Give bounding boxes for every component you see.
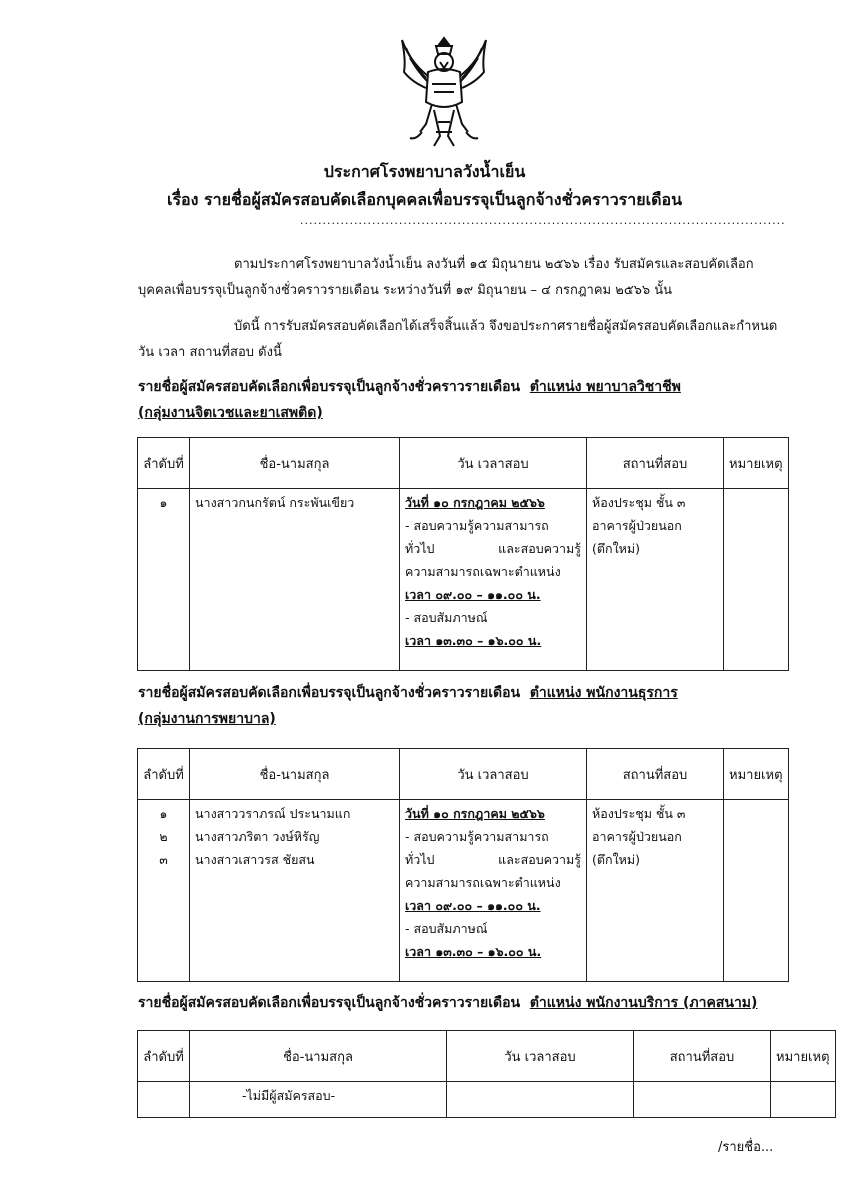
candidate-name: นางสาวเสาวรส ชัยสน [195,852,315,867]
section-position: ตำแหน่ง พนักงานธุรการ [529,685,678,701]
exam-knowledge-3: ความสามารถเฉพาะตำแหน่ง [405,875,561,890]
notice-paragraph: บัดนี้ การรับสมัครสอบคัดเลือกได้เสร็จสิ้นแล้ว จึงขอประกาศรายชื่อผู้สมัครสอบคัดเลือกและกำหนดวัน เวลา สถานที่สอบ ดังนี้ [138,319,778,360]
exam-date: วันที่ ๑๐ กรกฎาคม ๒๕๖๖ [405,495,545,510]
garuda-emblem-icon [392,32,496,152]
col-no: ลำดับที่ [138,749,190,800]
place-note: (ตึกใหม่) [592,852,641,867]
exam-time-2: เวลา ๑๓.๓๐ – ๑๖.๐๐ น. [405,944,542,959]
cell-name [190,489,400,671]
col-datetime: วัน เวลาสอบ [400,749,587,800]
row-number: ๑ [159,495,168,510]
cell-no [138,489,190,671]
place-building: อาคารผู้ป่วยนอก [592,518,682,533]
candidate-name: นางสาวกนกรัตน์ กระพันเขียว [195,495,355,510]
cell-remark [724,800,789,982]
cell-name [190,1082,447,1118]
table-header-row [138,438,789,489]
exam-interview: - สอบสัมภาษณ์ [405,921,488,936]
section-heading-service [138,990,788,1016]
candidate-table-clerk [137,748,789,982]
col-place: สถานที่สอบ [634,1031,771,1082]
exam-time-1: เวลา ๐๙.๐๐ – ๑๑.๐๐ น. [405,587,541,602]
exam-time-1: เวลา ๐๙.๐๐ – ๑๑.๐๐ น. [405,898,541,913]
table-header-row [138,1031,836,1082]
col-datetime: วัน เวลาสอบ [400,438,587,489]
cell-name [190,800,400,982]
col-name: ชื่อ-นามสกุล [190,1031,447,1082]
candidate-table-service [137,1030,836,1118]
exam-knowledge-3: ความสามารถเฉพาะตำแหน่ง [405,564,561,579]
row-number: ๑ [159,806,168,821]
cell-schedule [447,1082,634,1118]
table-row [138,489,789,671]
continued-marker: /รายชื่อ... [718,1140,774,1155]
table-row [138,800,789,982]
row-number: ๒ [159,829,168,844]
exam-knowledge-1: - สอบความรู้ความสามารถ [405,829,549,844]
candidate-table-nurse [137,437,789,671]
col-remark: หมายเหตุ [724,749,789,800]
intro-paragraph: ตามประกาศโรงพยาบาลวังน้ำเย็น ลงวันที่ ๑๕ มิถุนายน ๒๕๖๖ เรื่อง รับสมัครและสอบคัดเลือกบุคคลเพื่อบรรจุเป็นลูกจ้างชั่วคราวรายเดือน ระหว่างวันที่ ๑๙ มิถุนายน – ๔ กรกฎาคม ๒๕๖๖ นั้น [138,257,754,298]
dotted-divider: ............................................................................................................ [300,214,786,227]
section-position: ตำแหน่ง พยาบาลวิชาชีพ [529,379,681,395]
cell-no [138,800,190,982]
exam-knowledge-1: - สอบความรู้ความสามารถ [405,518,549,533]
col-place: สถานที่สอบ [587,438,724,489]
cell-remark [771,1082,836,1118]
section-heading-clerk [138,680,788,732]
col-name: ชื่อ-นามสกุล [190,438,400,489]
exam-interview: - สอบสัมภาษณ์ [405,610,488,625]
section-heading-text: รายชื่อผู้สมัครสอบคัดเลือกเพื่อบรรจุเป็นลูกจ้างชั่วคราวรายเดือน [138,685,521,701]
section-heading-nurse [138,374,788,426]
cell-place [634,1082,771,1118]
col-place: สถานที่สอบ [587,749,724,800]
announcement-subject: เรื่อง รายชื่อผู้สมัครสอบคัดเลือกบุคคลเพื่อบรรจุเป็นลูกจ้างชั่วคราวรายเดือน [166,190,683,209]
col-remark: หมายเหตุ [771,1031,836,1082]
cell-place [587,489,724,671]
exam-knowledge-2: ทั่วไป และสอบความรู้ [405,541,581,556]
section-heading-text: รายชื่อผู้สมัครสอบคัดเลือกเพื่อบรรจุเป็นลูกจ้างชั่วคราวรายเดือน [138,995,521,1011]
cell-place [587,800,724,982]
place-building: อาคารผู้ป่วยนอก [592,829,682,844]
col-name: ชื่อ-นามสกุล [190,749,400,800]
row-number: ๓ [159,852,168,867]
cell-schedule [400,800,587,982]
cell-remark [724,489,789,671]
col-no: ลำดับที่ [138,1031,190,1082]
place-note: (ตึกใหม่) [592,541,641,556]
exam-knowledge-2: ทั่วไป และสอบความรู้ [405,852,581,867]
no-applicant-text: -ไม่มีผู้สมัครสอบ- [242,1088,336,1103]
cell-schedule [400,489,587,671]
place-room: ห้องประชุม ชั้น ๓ [592,806,686,821]
cell-no [138,1082,190,1118]
col-remark: หมายเหตุ [724,438,789,489]
exam-time-2: เวลา ๑๓.๓๐ – ๑๖.๐๐ น. [405,633,542,648]
section-group: (กลุ่มงานการพยาบาล) [138,711,276,727]
candidate-name: นางสาวภริตา วงษ์หิรัญ [195,829,320,844]
section-heading-text: รายชื่อผู้สมัครสอบคัดเลือกเพื่อบรรจุเป็นลูกจ้างชั่วคราวรายเดือน [138,379,521,395]
col-no: ลำดับที่ [138,438,190,489]
table-row [138,1082,836,1118]
section-position: ตำแหน่ง พนักงานบริการ (ภาคสนาม) [529,995,758,1011]
col-datetime: วัน เวลาสอบ [447,1031,634,1082]
table-header-row [138,749,789,800]
candidate-name: นางสาววราภรณ์ ประนามแก [195,806,351,821]
place-room: ห้องประชุม ชั้น ๓ [592,495,686,510]
section-group: (กลุ่มงานจิตเวชและยาเสพติด) [138,405,323,421]
announcement-title: ประกาศโรงพยาบาลวังน้ำเย็น [323,162,526,181]
exam-date: วันที่ ๑๐ กรกฎาคม ๒๕๖๖ [405,806,545,821]
